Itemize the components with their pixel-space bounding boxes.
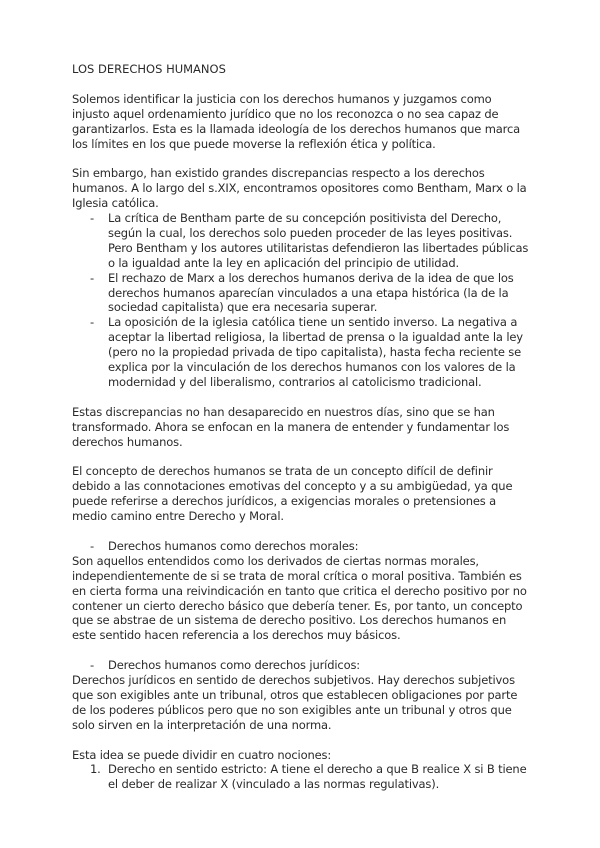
list-item <box>72 762 532 792</box>
list-item: - La oposición de la iglesia católica tiene un sentido inverso. La negativa a aceptar la libertad religiosa, la libertad de prensa o la igualdad ante la ley (pero no la propiedad privada de tipo capitalista), hasta fecha reciente se explica por la vinculación de los derechos humanos con los valores de la modernidad y del liberalismo, contrarios al catolicismo tradicional. <box>72 315 532 390</box>
document-page <box>72 62 532 792</box>
discrepancies-intro-paragraph: Sin embargo, han existido grandes discrepancias respecto a los derechos humanos. A lo largo del s.XIX, encontramos opositores como Bentham, Marx o la Iglesia católica. <box>72 166 527 211</box>
legal-rights-heading: - Derechos humanos como derechos jurídicos: <box>72 658 532 673</box>
list-number: 1. <box>90 762 101 777</box>
notions-list <box>72 762 532 792</box>
opponents-list <box>72 211 532 390</box>
list-item-text: Derecho en sentido estricto: A tiene el derecho a que B realice X si B tiene el deber de realizar X (vinculado a las normas regulativas). <box>108 762 527 792</box>
notions-intro-paragraph: Esta idea se puede dividir en cuatro nociones: <box>72 747 332 762</box>
moral-heading-list <box>72 539 532 554</box>
document-title: LOS DERECHOS HUMANOS <box>72 62 226 76</box>
legal-rights-paragraph: Derechos jurídicos en sentido de derechos subjetivos. Hay derechos subjetivos que son exigibles ante un tribunal, otros que establecen obligaciones por parte de los poderes públicos pero que no son exigibles ante un tribunal y otros que solo sirven en la interpretación de una norma. <box>72 673 518 732</box>
concept-paragraph: El concepto de derechos humanos se trata de un concepto difícil de definir debido a las connotaciones emotivas del concepto y a su ambigüedad, ya que puede referirse a derechos jurídicos, a exigencias morales o pretensiones a medio camino entre Derecho y Moral. <box>72 464 513 524</box>
discrepancies-now-paragraph: Estas discrepancias no han desaparecido en nuestros días, sino que se han transformado. Ahora se enfocan en la manera de entender y fundamentar los derechos humanos. <box>72 404 510 449</box>
list-item: - La crítica de Bentham parte de su concepción positivista del Derecho, según la cual, los derechos solo pueden proceder de las leyes positivas. Pero Bentham y los autores utilitaristas defendieron las libertades públicas o la igualdad ante la ley en aplicación del principio de utilidad. <box>72 211 532 271</box>
moral-rights-heading: - Derechos humanos como derechos morales: <box>72 539 532 554</box>
intro-paragraph: Solemos identificar la justicia con los derechos humanos y juzgamos como injusto aquel ordenamiento jurídico que no los reconozca o no sea capaz de garantizarlos. Esta es la llamada ideología de los derechos humanos que marca los límites en los que puede moverse la reflexión ética y política. <box>72 91 521 151</box>
list-item: - El rechazo de Marx a los derechos humanos deriva de la idea de que los derechos humanos aparecían vinculados a una etapa histórica (la de la sociedad capitalista) que era necesaria superar. <box>72 271 532 316</box>
legal-heading-list <box>72 658 532 673</box>
moral-rights-paragraph: Son aquellos entendidos como los derivados de ciertas normas morales, independientemente de si se trata de moral crítica o moral positiva. También es en cierta forma una reivindicación en tanto que critica el derecho positivo por no contener un cierto derecho básico que debería tener. Es, por tanto, un concepto que se abstrae de un sistema de derecho positivo. Los derechos humanos en este sentido hacen referencia a los derechos muy básicos. <box>72 553 527 643</box>
